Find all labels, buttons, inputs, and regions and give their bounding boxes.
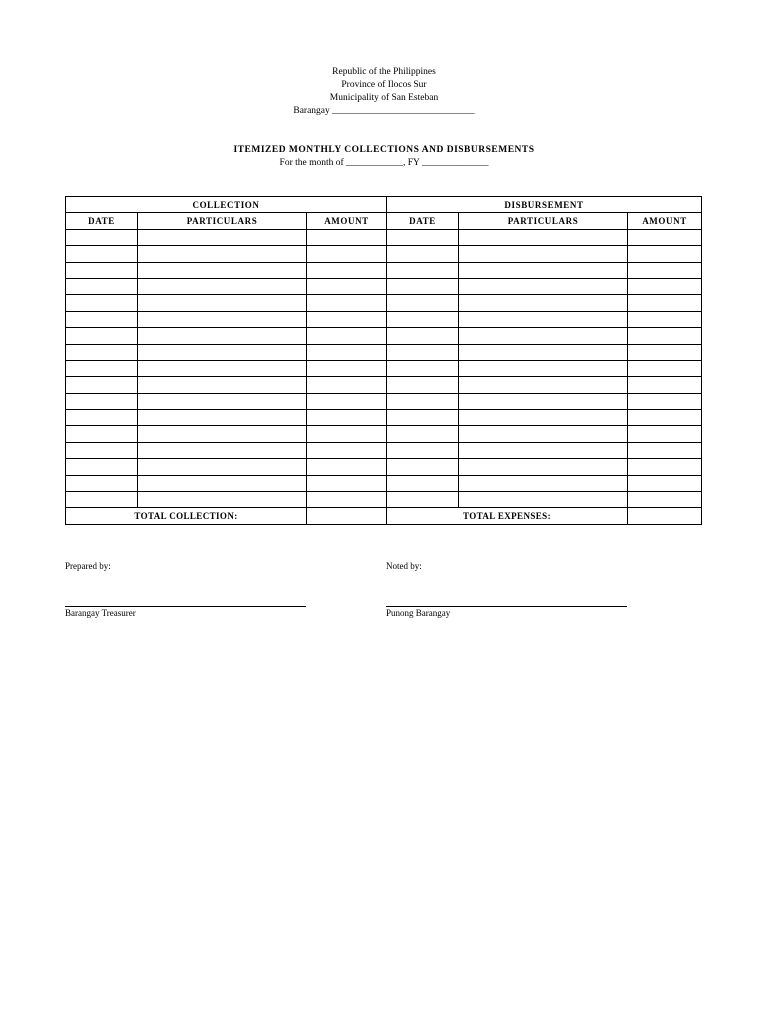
disbursement-amount-cell[interactable] [628, 311, 702, 327]
disbursement-amount-cell[interactable] [628, 492, 702, 508]
barangay-label: Barangay [293, 106, 330, 116]
disbursement-date-cell[interactable] [387, 475, 459, 491]
disbursement-date-cell[interactable] [387, 229, 459, 245]
disbursement-particulars-cell[interactable] [459, 278, 628, 294]
disbursement-amount-cell[interactable] [628, 295, 702, 311]
collection-date-cell[interactable] [66, 492, 138, 508]
collection-particulars-cell[interactable] [138, 377, 307, 393]
collection-particulars-cell[interactable] [138, 344, 307, 360]
table-row [66, 311, 702, 327]
disbursement-amount-cell[interactable] [628, 344, 702, 360]
collection-particulars-cell[interactable] [138, 328, 307, 344]
collection-date-cell[interactable] [66, 393, 138, 409]
disbursement-amount-cell[interactable] [628, 246, 702, 262]
table-row [66, 344, 702, 360]
collection-date-cell[interactable] [66, 475, 138, 491]
table-row [66, 442, 702, 458]
collection-date-cell[interactable] [66, 278, 138, 294]
collection-date-cell[interactable] [66, 311, 138, 327]
table-row [66, 262, 702, 278]
total-collection-amount-cell[interactable] [307, 508, 387, 524]
collection-amount-cell[interactable] [307, 311, 387, 327]
disbursement-particulars-cell[interactable] [459, 344, 628, 360]
collection-particulars-cell[interactable] [138, 393, 307, 409]
disbursement-amount-cell[interactable] [628, 229, 702, 245]
disbursement-particulars-cell[interactable] [459, 262, 628, 278]
collection-particulars-cell[interactable] [138, 278, 307, 294]
disbursement-date-cell[interactable] [387, 311, 459, 327]
disbursement-date-cell[interactable] [387, 295, 459, 311]
collection-particulars-cell[interactable] [138, 459, 307, 475]
disbursement-particulars-cell[interactable] [459, 442, 628, 458]
table-row [66, 459, 702, 475]
disbursement-particulars-cell[interactable] [459, 328, 628, 344]
collection-amount-cell[interactable] [307, 262, 387, 278]
collection-amount-cell[interactable] [307, 459, 387, 475]
collection-date-cell[interactable] [66, 426, 138, 442]
total-row [66, 508, 702, 524]
table-row [66, 229, 702, 245]
disbursement-date-cell[interactable] [387, 377, 459, 393]
collection-particulars-cell[interactable] [138, 246, 307, 262]
disbursement-particulars-cell[interactable] [459, 426, 628, 442]
collection-date-cell[interactable] [66, 328, 138, 344]
disbursement-date-cell[interactable] [387, 459, 459, 475]
disbursement-amount-cell[interactable] [628, 426, 702, 442]
disbursement-date-cell[interactable] [387, 393, 459, 409]
total-expenses-label: TOTAL EXPENSES: [387, 508, 628, 524]
table-row [66, 492, 702, 508]
form-subtitle: For the month of ____________, FY ______________ [279, 158, 489, 168]
header-barangay-line [0, 105, 768, 118]
disbursement-particulars-cell[interactable] [459, 311, 628, 327]
disbursement-particulars-cell[interactable] [459, 229, 628, 245]
disbursement-date-cell[interactable] [387, 262, 459, 278]
table-row [66, 426, 702, 442]
header-republic: Republic of the Philippines [332, 67, 436, 77]
disbursement-amount-cell[interactable] [628, 278, 702, 294]
collection-amount-cell[interactable] [307, 410, 387, 426]
disbursement-date-cell[interactable] [387, 278, 459, 294]
table-row [66, 295, 702, 311]
col-header-collection-date: DATE [66, 213, 138, 229]
disbursement-amount-cell[interactable] [628, 328, 702, 344]
table-row [66, 328, 702, 344]
prepared-by-signature-line[interactable] [65, 606, 306, 607]
disbursement-amount-cell[interactable] [628, 377, 702, 393]
collection-amount-cell[interactable] [307, 295, 387, 311]
disbursement-date-cell[interactable] [387, 492, 459, 508]
noted-by-title: Punong Barangay [386, 608, 451, 618]
disbursement-particulars-cell[interactable] [459, 377, 628, 393]
disbursement-particulars-cell[interactable] [459, 246, 628, 262]
collection-amount-cell[interactable] [307, 246, 387, 262]
table-row [66, 360, 702, 376]
disbursement-particulars-cell[interactable] [459, 459, 628, 475]
prepared-by-label: Prepared by: [65, 561, 111, 571]
collection-particulars-cell[interactable] [138, 311, 307, 327]
collection-date-cell[interactable] [66, 246, 138, 262]
collection-particulars-cell[interactable] [138, 492, 307, 508]
table-row [66, 246, 702, 262]
disbursement-particulars-cell[interactable] [459, 492, 628, 508]
col-header-collection-particulars: PARTICULARS [138, 213, 307, 229]
collection-date-cell[interactable] [66, 410, 138, 426]
collection-amount-cell[interactable] [307, 344, 387, 360]
disbursement-particulars-cell[interactable] [459, 410, 628, 426]
collection-amount-cell[interactable] [307, 229, 387, 245]
header-province: Province of Ilocos Sur [341, 80, 427, 90]
total-expenses-amount-cell[interactable] [628, 508, 702, 524]
collection-amount-cell[interactable] [307, 393, 387, 409]
collection-date-cell[interactable] [66, 229, 138, 245]
collection-amount-cell[interactable] [307, 278, 387, 294]
collection-date-cell[interactable] [66, 459, 138, 475]
collection-date-cell[interactable] [66, 344, 138, 360]
collection-amount-cell[interactable] [307, 426, 387, 442]
collection-particulars-cell[interactable] [138, 262, 307, 278]
section-heading-row [66, 197, 702, 213]
disbursement-date-cell[interactable] [387, 410, 459, 426]
col-header-disbursement-particulars: PARTICULARS [459, 213, 628, 229]
collection-particulars-cell[interactable] [138, 295, 307, 311]
collection-particulars-cell[interactable] [138, 475, 307, 491]
col-header-collection-amount: AMOUNT [307, 213, 387, 229]
ledger-table [65, 196, 702, 525]
collection-particulars-cell[interactable] [138, 426, 307, 442]
disbursement-amount-cell[interactable] [628, 475, 702, 491]
disbursement-amount-cell[interactable] [628, 360, 702, 376]
disbursement-particulars-cell[interactable] [459, 360, 628, 376]
header-municipality: Municipality of San Esteban [329, 93, 439, 103]
collection-particulars-cell[interactable] [138, 229, 307, 245]
col-header-disbursement-date: DATE [387, 213, 459, 229]
collection-amount-cell[interactable] [307, 442, 387, 458]
collection-particulars-cell[interactable] [138, 410, 307, 426]
collection-date-cell[interactable] [66, 295, 138, 311]
disbursement-date-cell[interactable] [387, 360, 459, 376]
col-header-disbursement-amount: AMOUNT [628, 213, 702, 229]
collection-amount-cell[interactable] [307, 328, 387, 344]
disbursement-particulars-cell[interactable] [459, 295, 628, 311]
noted-by-label: Noted by: [386, 561, 422, 571]
column-header-row [66, 213, 702, 229]
disbursement-date-cell[interactable] [387, 328, 459, 344]
ledger-body [66, 229, 702, 508]
disbursement-amount-cell[interactable] [628, 393, 702, 409]
form-title: ITEMIZED MONTHLY COLLECTIONS AND DISBURSEMENTS [233, 145, 535, 155]
collection-amount-cell[interactable] [307, 475, 387, 491]
collection-heading: COLLECTION [66, 197, 387, 213]
table-row [66, 410, 702, 426]
disbursement-particulars-cell[interactable] [459, 393, 628, 409]
disbursement-heading: DISBURSEMENT [387, 197, 702, 213]
disbursement-date-cell[interactable] [387, 442, 459, 458]
collection-date-cell[interactable] [66, 377, 138, 393]
collection-date-cell[interactable] [66, 262, 138, 278]
barangay-blank[interactable]: ______________________________ [332, 106, 475, 116]
collection-amount-cell[interactable] [307, 360, 387, 376]
disbursement-date-cell[interactable] [387, 246, 459, 262]
disbursement-amount-cell[interactable] [628, 459, 702, 475]
disbursement-date-cell[interactable] [387, 426, 459, 442]
collection-amount-cell[interactable] [307, 492, 387, 508]
table-row [66, 393, 702, 409]
disbursement-amount-cell[interactable] [628, 442, 702, 458]
collection-date-cell[interactable] [66, 360, 138, 376]
table-row [66, 475, 702, 491]
collection-particulars-cell[interactable] [138, 442, 307, 458]
noted-by-signature-line[interactable] [386, 606, 627, 607]
collection-amount-cell[interactable] [307, 377, 387, 393]
disbursement-particulars-cell[interactable] [459, 475, 628, 491]
table-row [66, 377, 702, 393]
total-collection-label: TOTAL COLLECTION: [66, 508, 307, 524]
collection-date-cell[interactable] [66, 442, 138, 458]
collection-particulars-cell[interactable] [138, 360, 307, 376]
prepared-by-title: Barangay Treasurer [65, 608, 136, 618]
disbursement-amount-cell[interactable] [628, 262, 702, 278]
table-row [66, 278, 702, 294]
disbursement-date-cell[interactable] [387, 344, 459, 360]
disbursement-amount-cell[interactable] [628, 410, 702, 426]
